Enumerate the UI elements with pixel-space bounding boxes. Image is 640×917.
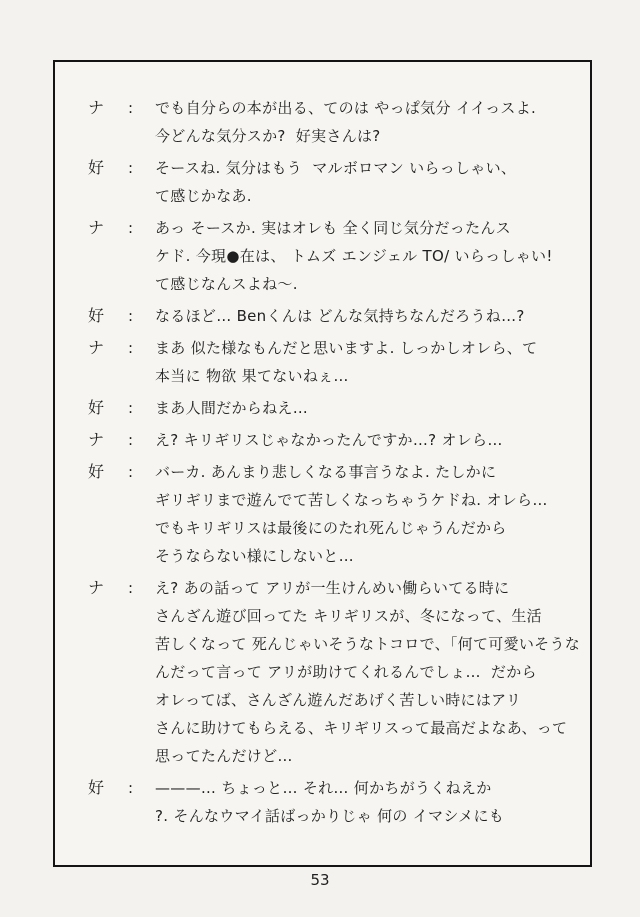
speaker-colon: : [128, 463, 134, 481]
speaker-label: 好 [88, 778, 105, 797]
speaker-colon: : [128, 431, 134, 449]
dialogue-lines [155, 154, 584, 210]
speaker-label: ナ [88, 430, 105, 449]
dialogue-line: あっ そースか. 実はオレも 全く同じ気分だったんス [155, 219, 511, 237]
dialogue-entry [88, 214, 584, 298]
dialogue-line: さんざん遊び回ってた キリギリスが、冬になって、生活 [155, 607, 542, 625]
dialogue-lines [155, 458, 584, 570]
dialogue-line: バーカ. あんまり悲しくなる事言うなよ. たしかに [155, 463, 497, 481]
dialogue-line: そうならない様にしないと… [155, 547, 354, 565]
dialogue-line: でも自分らの本が出る、てのは やっぱ気分 イイっスよ. [155, 99, 537, 117]
dialogue-line: ———… ちょっと… それ… 何かちがうくねえか [155, 779, 492, 797]
speaker-label: 好 [88, 398, 105, 417]
dialogue-line: 本当に 物欲 果てないねぇ… [155, 367, 349, 385]
dialogue-line: なるほど… Benくんは どんな気持ちなんだろうね…? [155, 307, 525, 325]
dialogue-line: え? キリギリスじゃなかったんですか…? オレら… [155, 431, 503, 449]
dialogue-entry [88, 774, 584, 830]
dialogue-entry [88, 458, 584, 570]
dialogue-line: さんに助けてもらえる、キリギリスって最高だよなあ、って [155, 719, 568, 737]
dialogue-lines [155, 302, 584, 330]
dialogue-line: まあ 似た様なもんだと思いますよ. しっかしオレら、て [155, 339, 538, 357]
speaker-colon: : [128, 159, 134, 177]
dialogue-lines [155, 334, 584, 390]
dialogue-line: ?. そんなウマイ話ばっかりじゃ 何の イマシメにも [155, 807, 505, 825]
dialogue-line: ケド. 今現●在は、 トムズ エンジェル TO/ いらっしゃい! [155, 247, 553, 265]
dialogue-entry [88, 426, 584, 454]
speaker-colon: : [128, 219, 134, 237]
dialogue-line: 今どんな気分スか? 好実さんは? [155, 127, 381, 145]
speaker-colon: : [128, 579, 134, 597]
speaker-colon: : [128, 339, 134, 357]
speaker-label: 好 [88, 462, 105, 481]
dialogue-entry [88, 154, 584, 210]
speaker-colon: : [128, 399, 134, 417]
speaker-colon: : [128, 307, 134, 325]
speaker-colon: : [128, 99, 134, 117]
dialogue-lines [155, 426, 584, 454]
dialogue-lines [155, 774, 584, 830]
dialogue-line: 苦しくなって 死んじゃいそうなトコロで、「何て可愛いそうな [155, 635, 581, 653]
page-number: 53 [310, 871, 330, 889]
speaker-label: ナ [88, 218, 105, 237]
dialogue-line: て感じなんスよね〜. [155, 275, 298, 293]
speaker-label: 好 [88, 306, 105, 325]
dialogue-line: 思ってたんだけど… [155, 747, 293, 765]
page-frame [53, 60, 592, 867]
speaker-colon: : [128, 779, 134, 797]
dialogue-line: ギリギリまで遊んでて苦しくなっちゃうケドね. オレら… [155, 491, 548, 509]
dialogue-line: て感じかなあ. [155, 187, 252, 205]
speaker-label: ナ [88, 338, 105, 357]
dialogue-lines [155, 94, 584, 150]
dialogue-entry [88, 94, 584, 150]
dialogue-entry [88, 334, 584, 390]
dialogue-line: んだって言って アリが助けてくれるんでしょ… だから [155, 663, 537, 681]
dialogue-line: まあ人間だからねえ… [155, 399, 309, 417]
speaker-label: ナ [88, 578, 105, 597]
dialogue-entry [88, 302, 584, 330]
dialogue-lines [155, 214, 584, 298]
dialogue-lines [155, 394, 584, 422]
speaker-label: ナ [88, 98, 105, 117]
dialogue-entry [88, 394, 584, 422]
dialogue-line: オレってば、さんざん遊んだあげく苦しい時にはアリ [155, 691, 522, 709]
dialogue-line: そースね. 気分はもう マルボロマン いらっしゃい、 [155, 159, 517, 177]
speaker-label: 好 [88, 158, 105, 177]
dialogue-line: え? あの話って アリが一生けんめい働らいてる時に [155, 579, 510, 597]
dialogue-line: でもキリギリスは最後にのたれ死んじゃうんだから [155, 519, 507, 537]
dialogue-lines [155, 574, 584, 770]
dialogue-entry [88, 574, 584, 770]
